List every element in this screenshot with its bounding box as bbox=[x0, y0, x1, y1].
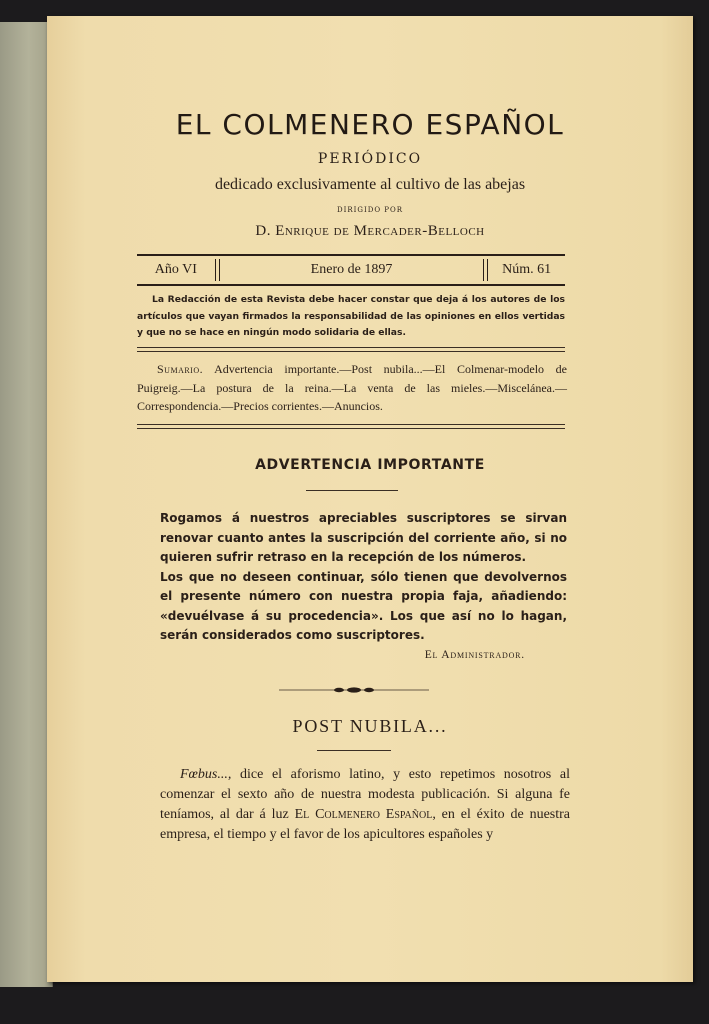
advertencia-body bbox=[160, 509, 567, 646]
book-spine-edge bbox=[0, 22, 53, 987]
directed-by-label: DIRIGIDO POR bbox=[336, 206, 404, 214]
summary-label: Sumario. bbox=[157, 362, 204, 376]
advertencia-paragraph-1: Rogamos á nuestros apreciables suscriptores se sirvan renovar cuanto antes la suscripción del corriente año, si no quieren sufrir retraso en la recepción de los números. bbox=[160, 511, 567, 564]
post-nubila-body bbox=[160, 765, 570, 845]
rule-double-c bbox=[137, 424, 565, 425]
table-of-contents bbox=[137, 360, 567, 416]
journal-name-inline: El Colmenero Español bbox=[294, 807, 433, 822]
post-nubila-text-2: , en el éxito de nuestra empresa, el tiempo y el favor de los apicultores españoles y bbox=[160, 807, 570, 842]
section-heading-post-nubila: POST NUBILA... bbox=[292, 716, 448, 736]
signature-administrator: El Administrador. bbox=[424, 649, 525, 661]
section-divider-ornament bbox=[279, 685, 429, 695]
heading-underline bbox=[317, 750, 391, 751]
journal-tagline: dedicado exclusivamente al cultivo de las abejas bbox=[214, 176, 526, 193]
director-name: D. Enrique de Mercader-Belloch bbox=[255, 223, 485, 239]
summary-text: Advertencia importante.—Post nubila...—El Colmenar-modelo de Puigreig.—La postura de la reina.—La venta de las mieles.—Miscelánea.—Correspondencia.—Precios corrientes.—Anuncios. bbox=[137, 362, 567, 413]
section-heading-advertencia: ADVERTENCIA IMPORTANTE bbox=[255, 457, 485, 473]
editorial-notice: La Redacción de esta Revista debe hacer constar que deja á los autores de los artículos que vayan firmados la responsabilidad de las opiniones en ellos vertidas y que no se hace en ningún modo solidaria de ellas. bbox=[137, 294, 565, 338]
rule-double-a bbox=[137, 347, 565, 348]
issue-info-bar bbox=[137, 258, 565, 282]
journal-subtitle: PERIÓDICO bbox=[317, 151, 423, 167]
post-nubila-paragraph bbox=[160, 765, 570, 845]
post-nubila-text-1: dice el aforismo latino, y esto repetimos nosotros al comenzar el sexto año de nuestra modesta publicación. Si alguna fe teníamos, al dar á luz bbox=[160, 767, 570, 822]
issue-number: Núm. 61 bbox=[502, 262, 552, 277]
heading-underline bbox=[306, 490, 398, 491]
rule-bottom-thick bbox=[137, 284, 565, 286]
issue-date: Enero de 1897 bbox=[310, 262, 393, 277]
rule-top-thick bbox=[137, 254, 565, 256]
rule-double-d bbox=[137, 428, 565, 429]
rule-double-b bbox=[137, 351, 565, 352]
latin-aphorism: Fœbus..., bbox=[180, 767, 232, 782]
journal-title: EL COLMENERO ESPAÑOL bbox=[175, 108, 565, 141]
journal-page bbox=[47, 16, 693, 982]
advertencia-paragraph-2: Los que no deseen continuar, sólo tienen que devolvernos el presente número con nuestra propia faja, añadiendo: «devuélvase á su procedencia». Los que así no lo hagan, serán considerados como suscriptores. bbox=[160, 569, 567, 642]
issue-year: Año VI bbox=[154, 262, 197, 277]
